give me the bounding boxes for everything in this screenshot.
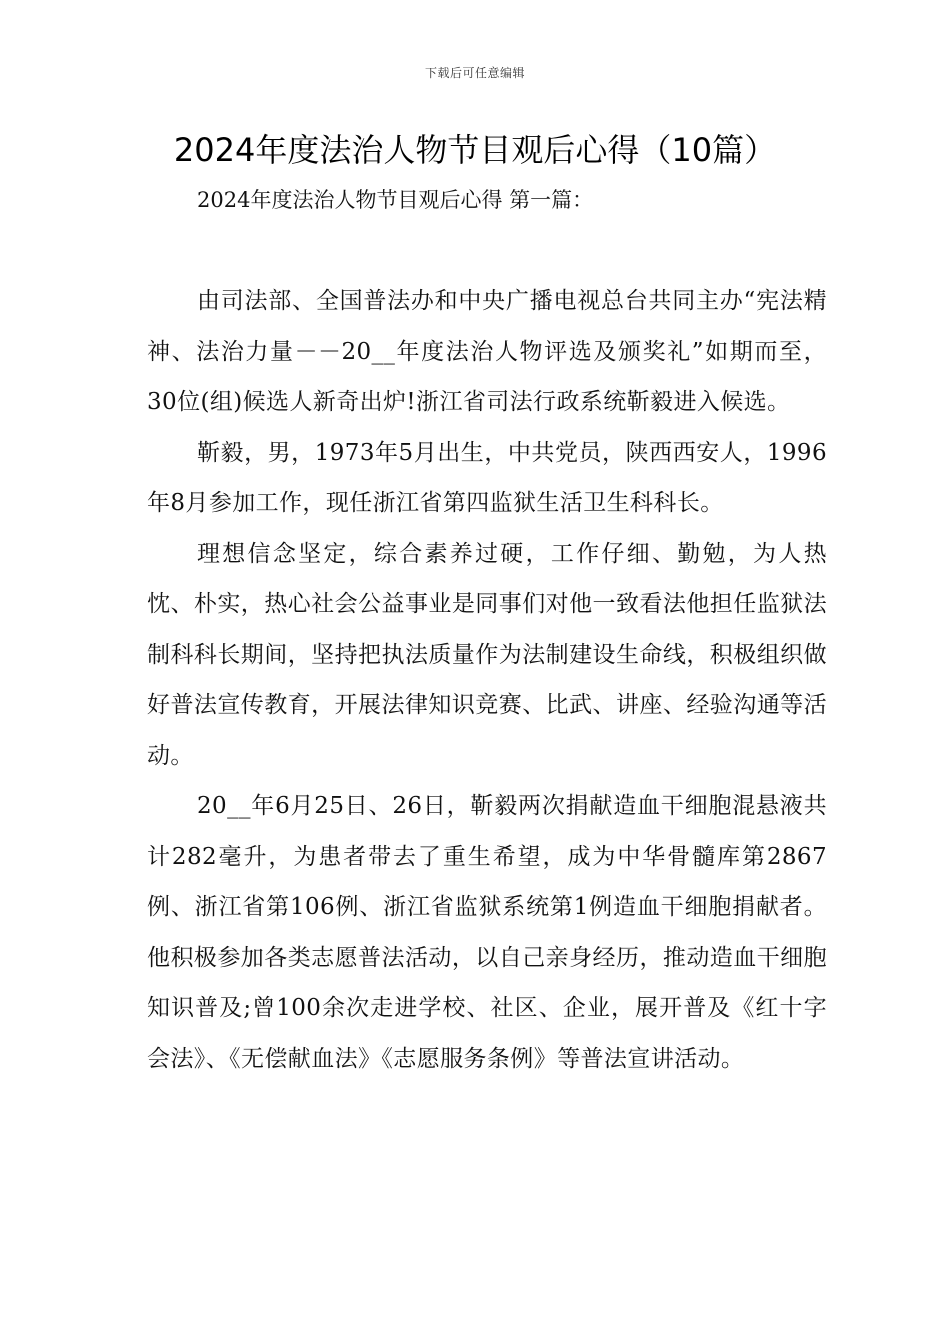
paragraph: 理想信念坚定，综合素养过硬，工作仔细、勤勉，为人热忱、朴实，热心社会公益事业是同事们对他一致看法他担任监狱法制科科长期间，坚持把执法质量作为法制建设生命线，积极组织做好普法宣传教育，开展法律知识竞赛、比武、讲座、经验沟通等活动。 [147, 540, 827, 769]
document-subtitle: 2024年度法治人物节目观后心得 第一篇： [197, 188, 594, 212]
document-title: 2024年度法治人物节目观后心得（10篇） [173, 131, 777, 169]
paragraph: 20__年6月25日、26日，靳毅两次捐献造血干细胞混悬液共计282毫升，为患者带去了重生希望，成为中华骨髓库第2867例、浙江省第106例、浙江省监狱系统第1例造血干细胞捐献者。他积极参加各类志愿普法活动，以自己亲身经历，推动造血干细胞知识普及;曾100余次走进学校、社区、企业，展开普及《红十字会法》、《无偿献血法》《志愿服务条例》等普法宣讲活动。 [147, 793, 827, 1072]
page-header-note: 下载后可任意编辑 [424, 66, 525, 80]
document-body [147, 276, 827, 1084]
paragraph: 靳毅，男，1973年5月出生，中共党员，陕西西安人，1996年8月参加工作，现任浙江省第四监狱生活卫生科科长。 [147, 439, 827, 516]
paragraph: 由司法部、全国普法办和中央广播电视总台共同主办“宪法精神、法治力量－－20__年度法治人物评选及颁奖礼”如期而至，30位(组)候选人新奇出炉!浙江省司法行政系统靳毅进入候选。 [147, 288, 827, 415]
